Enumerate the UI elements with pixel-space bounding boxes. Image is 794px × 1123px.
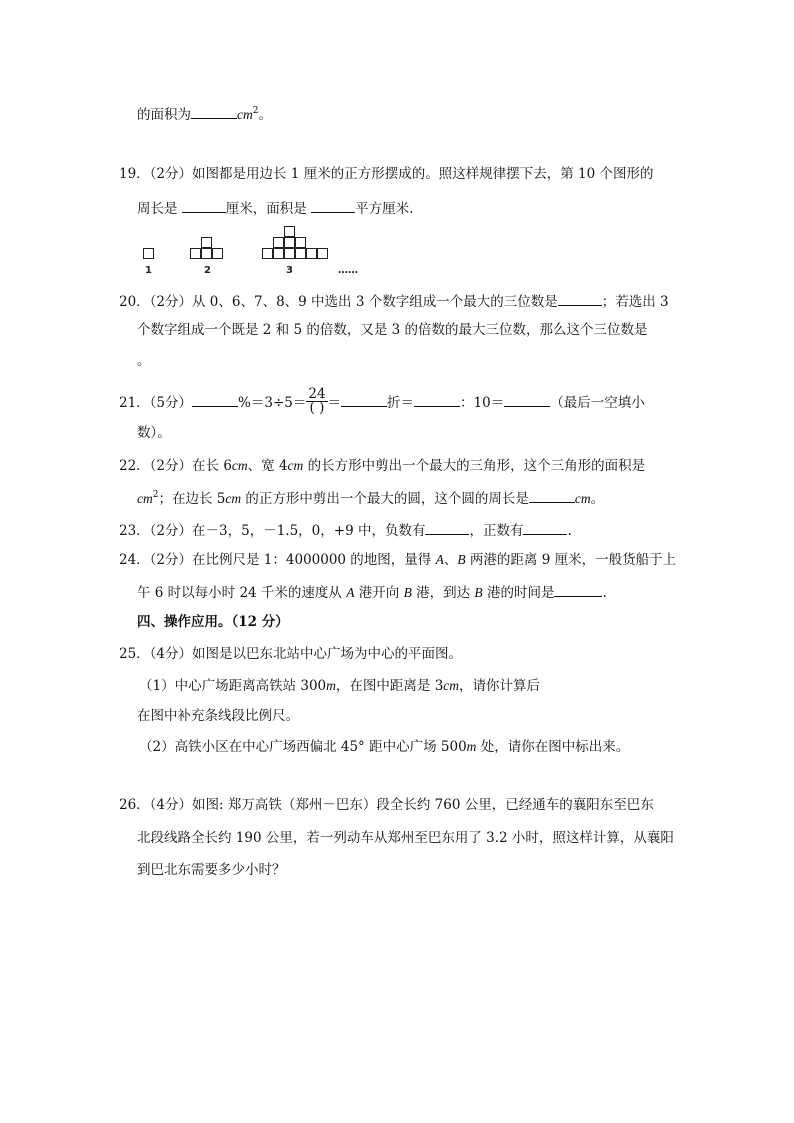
unit-cm: cm <box>231 458 248 473</box>
q24-text-1b: 、 <box>443 552 458 568</box>
unit-cm: cm <box>237 107 253 122</box>
figure-label-2: 2 <box>204 265 211 276</box>
q21-line-2 <box>137 427 171 441</box>
q26-text-1: 26．（4分）如图: 郑万高铁（郑州－巴东）段全长约 760 公里，已经通车的襄阳东至巴东 <box>119 797 654 813</box>
answer-blank[interactable] <box>191 106 237 119</box>
unit-m: m <box>466 739 477 754</box>
answer-blank[interactable] <box>558 293 602 306</box>
fraction <box>306 388 327 415</box>
q22-text-1c: 、宽 4 <box>247 458 288 474</box>
q21-text-1b: %＝3÷5＝ <box>238 395 307 411</box>
q26-line-1 <box>119 799 654 813</box>
q20-line-1 <box>119 293 669 310</box>
q24-text-1c: 两港的距离 9 厘米，一般货船于上 <box>465 552 677 568</box>
q24-text-2d: 港的时间是 <box>482 585 555 601</box>
q25-line-1 <box>119 648 462 662</box>
q23-line <box>119 522 572 539</box>
square-cell <box>212 248 223 259</box>
q19-text-2b: 厘米，面积是 <box>225 201 312 217</box>
unit-cm: cm <box>137 491 153 506</box>
unit-cm: cm <box>443 678 460 693</box>
q24-text-2a: 午 6 时以每小时 24 千米的速度从 <box>137 585 347 601</box>
port-b: B <box>403 585 412 600</box>
square-cell <box>190 248 201 259</box>
q22-text-2a: ；在边长 5 <box>158 491 226 507</box>
port-b: B <box>457 552 466 567</box>
square-cell <box>295 237 306 248</box>
q22-line-2 <box>137 490 604 507</box>
square-cell <box>317 248 328 259</box>
q19-text-1: 19．（2分）如图都是用边长 1 厘米的正方形摆成的。照这样规律摆下去，第 10 个图形的 <box>119 166 654 182</box>
unit-cm: cm <box>287 458 304 473</box>
q25-text-1: 25．（4分）如图是以巴东北站中心广场为中心的平面图。 <box>119 646 463 662</box>
answer-blank[interactable] <box>341 394 387 407</box>
q24-line-1 <box>119 553 676 568</box>
q20-text-3: 。 <box>137 353 151 369</box>
section-heading <box>137 616 289 630</box>
square-cell <box>284 226 295 237</box>
answer-blank[interactable] <box>529 490 575 503</box>
q20-line-3 <box>137 355 151 369</box>
q19-text-2c: 平方厘米. <box>355 201 414 217</box>
square-cell <box>273 248 284 259</box>
q21-text-1e: ：10＝ <box>460 395 505 411</box>
q22-end: 。 <box>590 491 605 507</box>
q25-text-2a: （1）中心广场距离高铁站 300 <box>139 678 327 694</box>
fraction-denominator[interactable]: ( ) <box>309 400 325 416</box>
q26-line-3 <box>137 864 286 878</box>
answer-blank[interactable] <box>182 200 226 213</box>
q22-num-6: 6 <box>223 458 232 474</box>
q22-text-1a: 22．（2分）在长 <box>119 458 224 474</box>
answer-blank[interactable] <box>504 394 550 407</box>
figure-label-1: 1 <box>145 265 152 276</box>
q20-text-2: 个数字组成一个既是 2 和 5 的倍数，又是 3 的倍数的最大三位数，那么这个三位数是 <box>137 322 648 338</box>
square-pattern-figure <box>140 226 380 278</box>
q21-text-1f: （最后一空填小 <box>550 395 645 411</box>
superscript: 2 <box>152 490 159 500</box>
answer-blank[interactable] <box>425 522 469 535</box>
square-cell <box>262 248 273 259</box>
q23-text-c: . <box>567 523 572 539</box>
square-cell <box>201 248 212 259</box>
square-cell <box>143 248 154 259</box>
square-cell <box>284 248 295 259</box>
figure-label-3: 3 <box>286 265 293 276</box>
port-a: A <box>346 585 355 600</box>
q20-text-1a: 20．（2分）从 0、6、7、8、9 中选出 3 个数字组成一个最大的三位数是 <box>119 294 558 310</box>
answer-blank[interactable] <box>192 394 238 407</box>
square-cell <box>201 237 212 248</box>
q21-text-1c: ＝ <box>327 395 342 411</box>
q25-line-3 <box>137 710 299 724</box>
q24-text-1a: 24．（2分）在比例尺是 1：4000000 的地图，量得 <box>119 552 436 568</box>
answer-blank[interactable] <box>414 394 460 407</box>
q23-text-b: ，正数有 <box>469 523 524 539</box>
square-cell <box>306 248 317 259</box>
q22-text-1d: 的长方形中剪出一个最大的三角形，这个三角形的面积是 <box>303 458 646 474</box>
unit-m: m <box>326 678 336 693</box>
q25-text-2b: ，在图中距离是 3 <box>335 678 444 694</box>
q18-line <box>137 106 272 123</box>
square-cell <box>273 237 284 248</box>
q22-text-2b: 的正方形中剪出一个最大的圆，这个圆的周长是 <box>241 491 529 507</box>
q21-text-1d: 折＝ <box>387 395 415 411</box>
q26-text-2: 北段线路全长约 190 公里，若一列动车从郑州至巴东用了 3.2 小时，照这样计算，从襄阳 <box>137 830 674 846</box>
unit-cm: cm <box>225 491 242 506</box>
q24-text-2b: 港开向 <box>354 585 404 601</box>
square-cell <box>284 237 295 248</box>
port-b: B <box>474 585 483 600</box>
q22-line-1 <box>119 459 645 474</box>
q23-text-a: 23．（2分）在－3，5，－1.5，0，+9 中，负数有 <box>119 523 426 539</box>
q19-text-2a: 周长是 <box>137 201 182 217</box>
q20-text-1b: ；若选出 3 <box>601 294 669 310</box>
q19-line-1 <box>119 168 653 182</box>
q26-text-3: 到巴北东需要多少小时？ <box>137 862 286 878</box>
section-title: 四、操作应用。（12 分） <box>137 614 289 630</box>
q21-text-1a: 21．（5分） <box>119 395 193 411</box>
q24-text-2e: . <box>602 585 607 601</box>
q26-line-2 <box>137 832 674 846</box>
q25-line-4 <box>139 740 629 755</box>
ellipsis-label: …… <box>338 265 358 276</box>
q18-text: 的面积为 <box>137 107 191 123</box>
q20-line-2 <box>137 324 648 338</box>
q21-text-2: 数）。 <box>137 425 171 441</box>
q25-line-2 <box>139 679 540 694</box>
q25-text-2c: ，请你计算后 <box>459 678 541 694</box>
answer-blank[interactable] <box>554 584 602 597</box>
q21-line-1 <box>119 386 645 417</box>
answer-blank[interactable] <box>311 200 355 213</box>
square-cell <box>295 248 306 259</box>
q25-text-4b: 处，请你在图中标出来。 <box>476 739 630 755</box>
q25-text-3: 在图中补充条线段比例尺。 <box>137 708 299 724</box>
q24-text-2c: 港，到达 <box>411 585 475 601</box>
answer-blank[interactable] <box>523 522 567 535</box>
port-a: A <box>435 552 444 567</box>
q18-end: 。 <box>258 107 272 123</box>
unit-cm: cm <box>574 491 591 506</box>
fraction-numerator: 24 <box>308 386 326 402</box>
q25-text-4a: （2）高铁小区在中心广场西偏北 45° 距中心广场 500 <box>139 739 467 755</box>
q19-line-2 <box>137 200 413 217</box>
q24-line-2 <box>137 584 607 601</box>
superscript: 2 <box>252 106 259 116</box>
